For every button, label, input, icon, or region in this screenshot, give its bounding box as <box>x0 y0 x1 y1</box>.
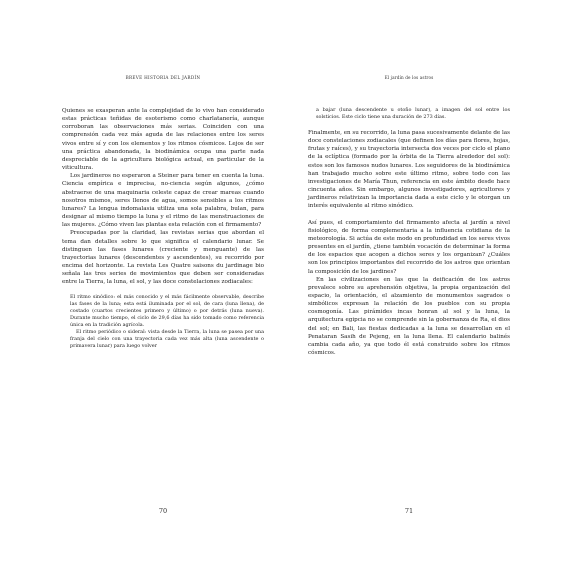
quote-paragraph: El ritmo sinódico: el más conocido y el más fácilmente observable, describe las fases de la luna; esta está iluminada por el sol, de cara (luna llena), de costado (cuartos crecientes primero y último) o por detrás (luna nueva). Durante mucho tiempo, el ciclo de 29,6 días ha sido tomado como referencia única en la tradición agrícola. <box>70 294 264 329</box>
right-page <box>308 75 510 515</box>
paragraph: En las civilizaciones en las que la deificación de los astros prevalece sobre su aprehensión objetiva, la propia organización del espacio, la orientación, el alzamiento de monumentos sagrados o simbólicos expresan la relación de los pueblos con su propia cosmogonía. Las pirámides incas honran al sol y la luna, la arquitectura egipcia no se comprende sin la gobernanza de Ra, el dios del sol; en Bali, las fiestas dedicadas a la luna se desarrollan en el Penataran Sasih de Pejeng, en la luna llena. El calendario balinés cambia cada año, ya que todo él está construido sobre los ritmos cósmicos. <box>308 276 510 357</box>
block-quote <box>70 294 264 350</box>
paragraph: Finalmente, en su recorrido, la luna pasa sucesivamente delante de las doce constelaciones zodiacales (que definen los días para flores, hojas, frutas y raíces), y su trayectoria intersecta dos veces por ciclo el plano de la eclíptica (formado por la órbita de la Tierra alrededor del sol): estos son los famosos nudos lunares. Los seguidores de la biodinámica han trabajado mucho sobre este último ritmo, sobre todo con las investigaciones de María Thun, referencia en este ámbito desde hace cincuenta años. Sin embargo, algunos investigadores, agricultores y jardineros relativizan la importancia dada a este ciclo y le otorgan un interés equivalente al ritmo sinódico. <box>308 130 510 210</box>
left-page <box>62 75 264 515</box>
page-number: 71 <box>404 507 414 515</box>
paragraph: Quienes se exasperan ante la complejidad de lo vivo han considerado estas prácticas teñidas de esoterismo como charlatanería, aunque corroboran las observaciones más serias. Coinciden con una comprensión cada vez más aguda de las relaciones entre los seres vivos entre sí y con los elementos y los ritmos cósmicos. Lejos de ser una práctica abandonada, la biodinámica ocupa una parte nada despreciable de la agricultura biológica actual, en particular de la viticultura. <box>62 108 264 172</box>
quote-paragraph: El ritmo periódico o sideral: vista desde la Tierra, la luna se pasea por una franja del cielo con una trayectoria cada vez más alta (luna ascendente o primavera lunar) para luego volver <box>70 329 264 350</box>
running-head: El jardín de los astros <box>384 75 434 80</box>
body-text <box>308 107 510 357</box>
page-number: 70 <box>158 507 168 515</box>
paragraph: Preocupadas por la claridad, las revistas serias que abordan el tema dan detalles sobre lo que significa el calendario lunar. Se distinguen las fases lunares (creciente y menguante) de las trayectorias lunares (descendentes y ascendentes), su recorrido por encima del horizonte. La revista Les Quatre saisons du jardinage bio señala las tres series de movimientos que deben ser consideradas entre la Tierra, la luna, el sol, y las doce constelaciones zodiacales: <box>62 230 264 286</box>
paragraph: Los jardineros no esperaron a Steiner para tener en cuenta la luna. Ciencia empírica e imprecisa, no-ciencia según algunos, ¿cómo abstraerse de una maquinaria celeste capaz de crear mareas cuando nosotros mismos, seres llenos de agua, somos sensibles a los ritmos lunares? La lengua indomalasia utiliza una sola palabra, bulan, para designar al mismo tiempo la luna y el ritmo de las menstruaciones de las mujeres. ¿Cómo viven las plantas esta relación con el firmamento? <box>62 173 264 229</box>
paragraph: Así pues, el comportamiento del firmamento afecta al jardín a nivel fisiológico, de forma complementaria a la influencia cotidiana de la meteorología. Si actúa de este modo en profundidad en los seres vivos presentes en el jardín, ¿tiene también vocación de determinar la forma de los espacios que acogen a dichos seres y los organizan? ¿Cuáles son los principios importantes del recorrido de los astros que orientan la composición de los jardines? <box>308 219 510 275</box>
running-head: BREVE HISTORIA DEL JARDÍN <box>125 75 201 80</box>
body-text <box>62 107 264 350</box>
quote-paragraph: a bajar (luna descendente u otoño lunar), a imagen del sol entre los solsticios. Este ciclo tiene una duración de 273 días. <box>316 107 510 120</box>
block-quote <box>316 107 510 121</box>
